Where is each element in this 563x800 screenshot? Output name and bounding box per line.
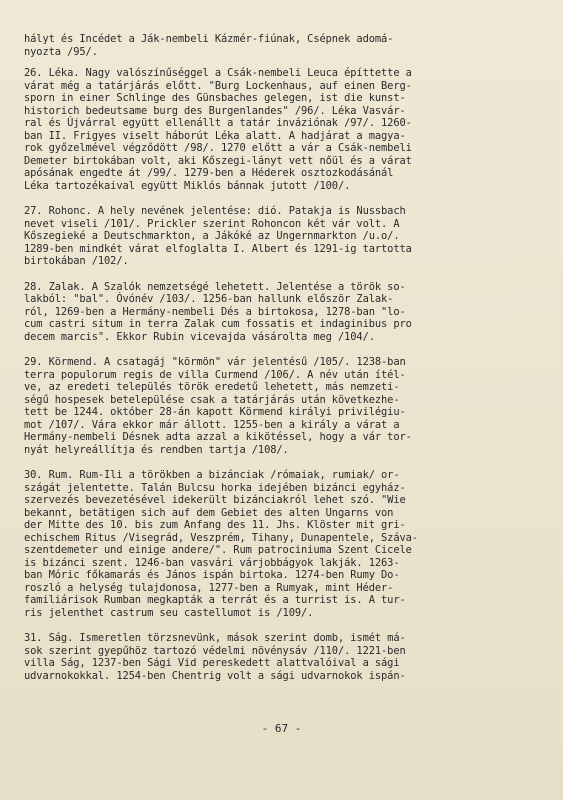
text-line: ve, az eredeti település török eredetű lehetett, más nemzeti-	[24, 381, 400, 393]
text-line: nyozta /95/.	[24, 45, 98, 58]
text-line: apósának engedte át /99/. 1279-ben a Héderek osztozkodásánál	[24, 167, 394, 179]
text-line: hályt és Incédet a Ják-nembeli Kázmér-fiúnak, Csépnek adomá-	[24, 33, 394, 45]
text-line: 30. Rum. Rum-Ili a törökben a bizánciak /rómaiak, rumiak/ or-	[24, 469, 400, 481]
text-line: Hermány-nembeli Désnek adta azzal a kikötéssel, hogy a vár tor-	[24, 431, 412, 443]
page-body	[24, 0, 544, 682]
text-line: decem marcis". Ekkor Rubin vicevajda vásárolta meg /104/.	[24, 330, 375, 343]
text-line: bekannt, betätigen sich auf dem Gebiet des alten Ungarns von	[24, 506, 394, 519]
text-line: nevet viseli /101/. Prickler szerint Rohoncon két vár volt. A	[24, 217, 400, 230]
text-line: familiárisok Rumban megkapták a terrát és a turrist is. A tur-	[24, 594, 406, 606]
text-line: birtokában /102/.	[24, 255, 129, 267]
paragraph-29-kormend	[24, 356, 544, 456]
text-line: terra populorum regis de villa Curmend /106/. A név után ítél-	[24, 368, 406, 381]
text-line: 27. Rohonc. A hely nevének jelentése: dió. Patakja is Nussbach	[24, 205, 406, 217]
page-number: - 67 -	[261, 722, 302, 735]
text-line: ségű hospesek betelepülése csak a tatárjárás után következhe-	[24, 393, 400, 406]
text-line: villa Ság, 1237-ben Sági Vid pereskedett alattvalóival a sági	[24, 657, 400, 669]
paragraph-31-sag	[24, 632, 544, 682]
paragraph-26-leka	[24, 67, 544, 192]
text-line: historich bedeutsame burg des Burgenlandes" /96/. Léka Vasvár-	[24, 104, 406, 117]
text-line: udvarnokokkal. 1254-ben Chentrig volt a sági udvarnokok ispán-	[24, 669, 406, 682]
text-line: ról, 1269-ben a Hermány-nembeli Dés a birtokosa, 1278-ban "lo-	[24, 305, 406, 318]
text-line: szágát jelentette. Talán Bulcsu horka idejében bizánci egyház-	[24, 481, 406, 494]
text-line: ban Móric főkamarás és János ispán birtoka. 1274-ben Rumy Do-	[24, 569, 400, 581]
text-line: nyát helyreállítja és rendben tartja /108/.	[24, 443, 289, 456]
text-line: szervezés bevezetésével idekerült bizánciakról lehet szó. "Wie	[24, 494, 406, 506]
text-line: szentdemeter und einige andere/". Rum patrociniuma Szent Cicele	[24, 544, 412, 556]
text-line: 1289-ben mindkét várat elfoglalta I. Albert és 1291-ig tartotta	[24, 242, 412, 255]
text-line: is bizánci szent. 1246-ban vasvári várjobbágyok lakják. 1263-	[24, 556, 400, 569]
text-line: 31. Ság. Ismeretlen törzsnevünk, mások szerint domb, ismét má-	[24, 632, 406, 644]
text-line: 26. Léka. Nagy valószínűséggel a Csák-nembeli Leuca építtette a	[24, 67, 412, 79]
text-line: mot /107/. Vára ekkor már állott. 1255-ben a király a várat a	[24, 418, 400, 431]
paragraph-28-zalak	[24, 281, 544, 344]
text-line: der Mitte des 10. bis zum Anfang des 11. Jhs. Klöster mit gri-	[24, 519, 406, 531]
text-line: ral és Újvárral együtt ellenállt a tatár inváziónak /97/. 1260-	[24, 117, 412, 129]
text-line: roszló a helység tulajdonosa, 1277-ben a Rumyak, mint Héder-	[24, 581, 394, 594]
text-line: lakból: "bal". Óvónév /103/. 1256-ban hallunk először Zalak-	[24, 293, 394, 305]
paragraph-30-rum	[24, 469, 544, 619]
text-line: 29. Körmend. A csatagáj "körmön" vár jelentésű /105/. 1238-ban	[24, 356, 406, 368]
text-line: echischem Ritus /Visegrád, Veszprém, Tihany, Dunapentele, Száva-	[24, 531, 418, 544]
text-line: rok győzelmével végződött /98/. 1270 előtt a vár a Csák-nembeli	[24, 142, 412, 154]
text-line: Demeter birtokában volt, aki Kőszegi-lányt vett nőül és a várat	[24, 154, 412, 167]
text-line: tett be 1244. október 28-án kapott Körmend királyi privilégiu-	[24, 406, 406, 418]
text-line: sporn in einer Schlinge des Günsbaches gelegen, ist die kunst-	[24, 92, 406, 104]
text-line: ban II. Frigyes viselt háborút Léka alatt. A hadjárat a magya-	[24, 129, 406, 142]
text-line: sok szerint gyepűhöz tartozó védelmi növénysáv /110/. 1221-ben	[24, 644, 406, 657]
paragraph-continued	[24, 33, 544, 58]
text-line: Léka tartozékaival együtt Miklós bánnak jutott /100/.	[24, 179, 351, 192]
text-line: Kőszegieké a Deutschmarkton, a Jákóké az Ungernmarkton /u.o/.	[24, 230, 400, 242]
text-line: ris jelenthet castrum seu castellumot is /109/.	[24, 606, 314, 619]
text-line: cum castri situm in terra Zalak cum fossatis et indaginibus pro	[24, 318, 412, 330]
paragraph-27-rohonc	[24, 205, 544, 268]
text-line: 28. Zalak. A Szalók nemzetségé lehetett. Jelentése a török so-	[24, 280, 406, 293]
text-line: várat még a tatárjárás előtt. "Burg Lockenhaus, auf einen Berg-	[24, 79, 412, 92]
